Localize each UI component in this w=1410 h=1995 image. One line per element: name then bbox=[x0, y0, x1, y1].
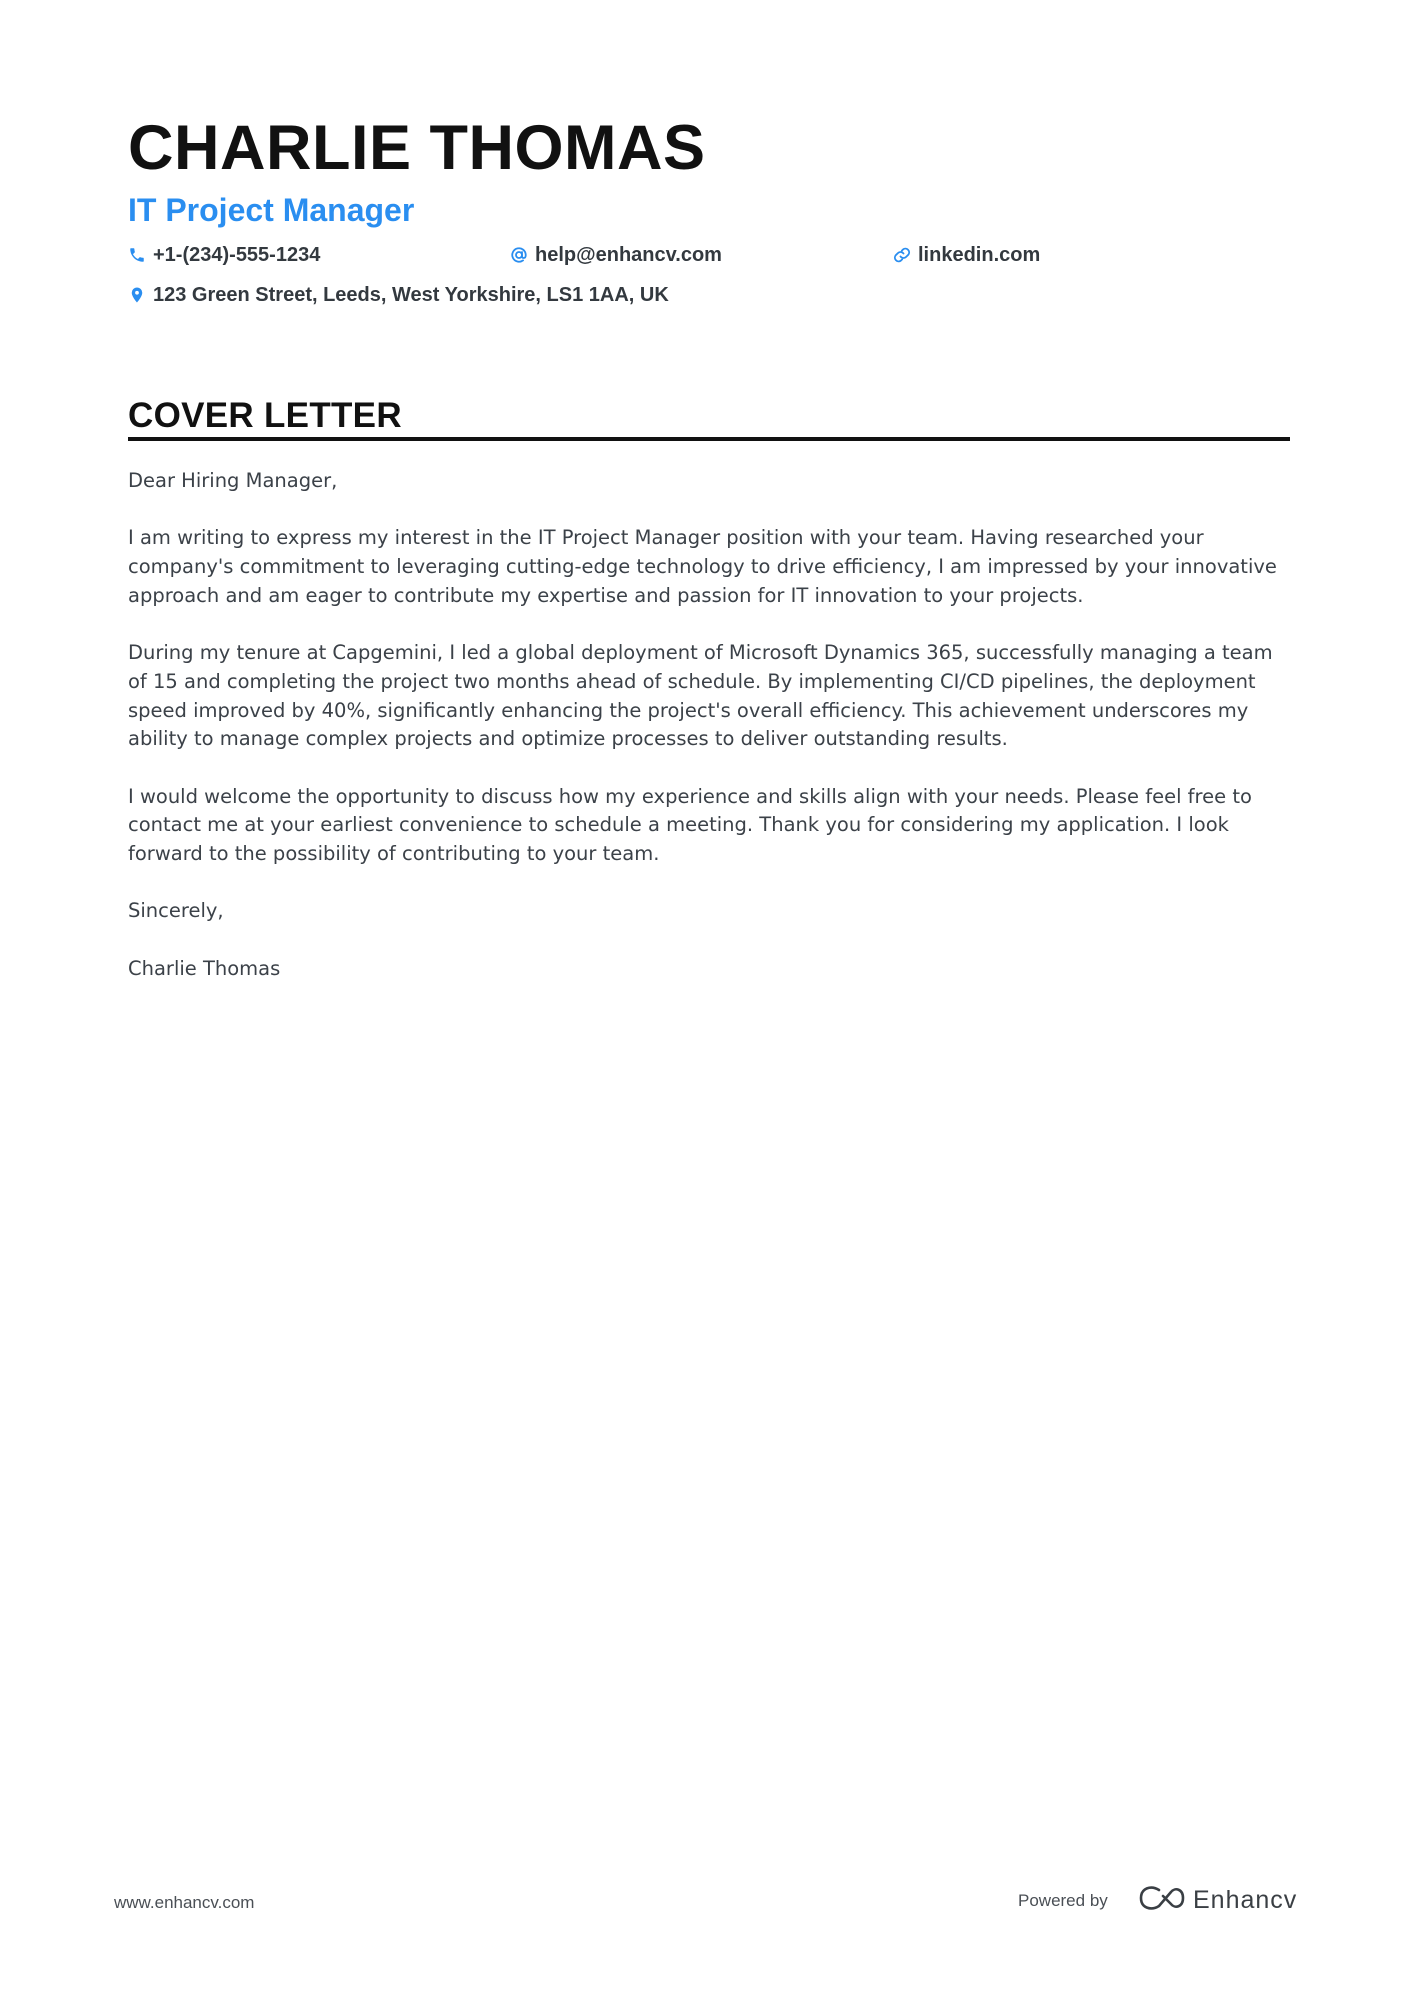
contact-linkedin[interactable] bbox=[893, 242, 1040, 268]
contact-phone[interactable] bbox=[128, 242, 320, 268]
job-title: IT Project Manager bbox=[128, 192, 415, 228]
contact-address bbox=[128, 282, 669, 308]
candidate-name: CHARLIE THOMAS bbox=[128, 113, 706, 183]
email-text: help@enhancv.com bbox=[535, 244, 722, 266]
phone-text: +1-(234)-555-1234 bbox=[153, 244, 321, 266]
footer-brand-name: Enhancv bbox=[1193, 1886, 1298, 1914]
footer-brand-logo[interactable] bbox=[1137, 1884, 1297, 1917]
section-title: COVER LETTER bbox=[128, 396, 402, 435]
section-divider bbox=[128, 437, 1290, 441]
at-sign-icon bbox=[510, 246, 528, 264]
address-text: 123 Green Street, Leeds, West Yorkshire, LS1 1AA, UK bbox=[153, 284, 669, 306]
letter-signature: Charlie Thomas bbox=[128, 956, 281, 980]
letter-paragraph: During my tenure at Capgemini, I led a global deployment of Microsoft Dynamics 365, successfully managing a team of 15 and completing the project two months ahead of schedule. By implementing CI/CD pipelines, the deployment speed improved by 40%, significantly enhancing the project's overall efficiency. This achievement underscores my ability to manage complex projects and optimize processes to deliver outstanding results. bbox=[128, 641, 1273, 751]
footer-website-link[interactable]: www.enhancv.com bbox=[114, 1893, 255, 1912]
footer-powered-by: Powered by bbox=[1018, 1891, 1108, 1910]
letter-body bbox=[128, 467, 1290, 1012]
map-pin-icon bbox=[128, 286, 146, 304]
contact-email[interactable] bbox=[510, 242, 722, 268]
link-icon bbox=[893, 246, 911, 264]
enhancv-logo-icon bbox=[1137, 1884, 1193, 1917]
letter-paragraph: I am writing to express my interest in the IT Project Manager position with your team. Having researched your company's commitment to leveraging cutting-edge technology to drive efficiency, I am impressed by your innovative approach and am eager to contribute my expertise and passion for IT innovation to your projects. bbox=[128, 526, 1277, 607]
phone-icon bbox=[128, 246, 146, 264]
letter-closing: Sincerely, bbox=[128, 899, 224, 923]
letter-greeting: Dear Hiring Manager, bbox=[128, 469, 338, 492]
letter-paragraph: I would welcome the opportunity to discuss how my experience and skills align with your needs. Please feel free to contact me at your earliest convenience to schedule a meeting. Thank you for considering my application. I look forward to the possibility of contributing to your team. bbox=[128, 784, 1252, 866]
linkedin-text: linkedin.com bbox=[918, 244, 1041, 266]
